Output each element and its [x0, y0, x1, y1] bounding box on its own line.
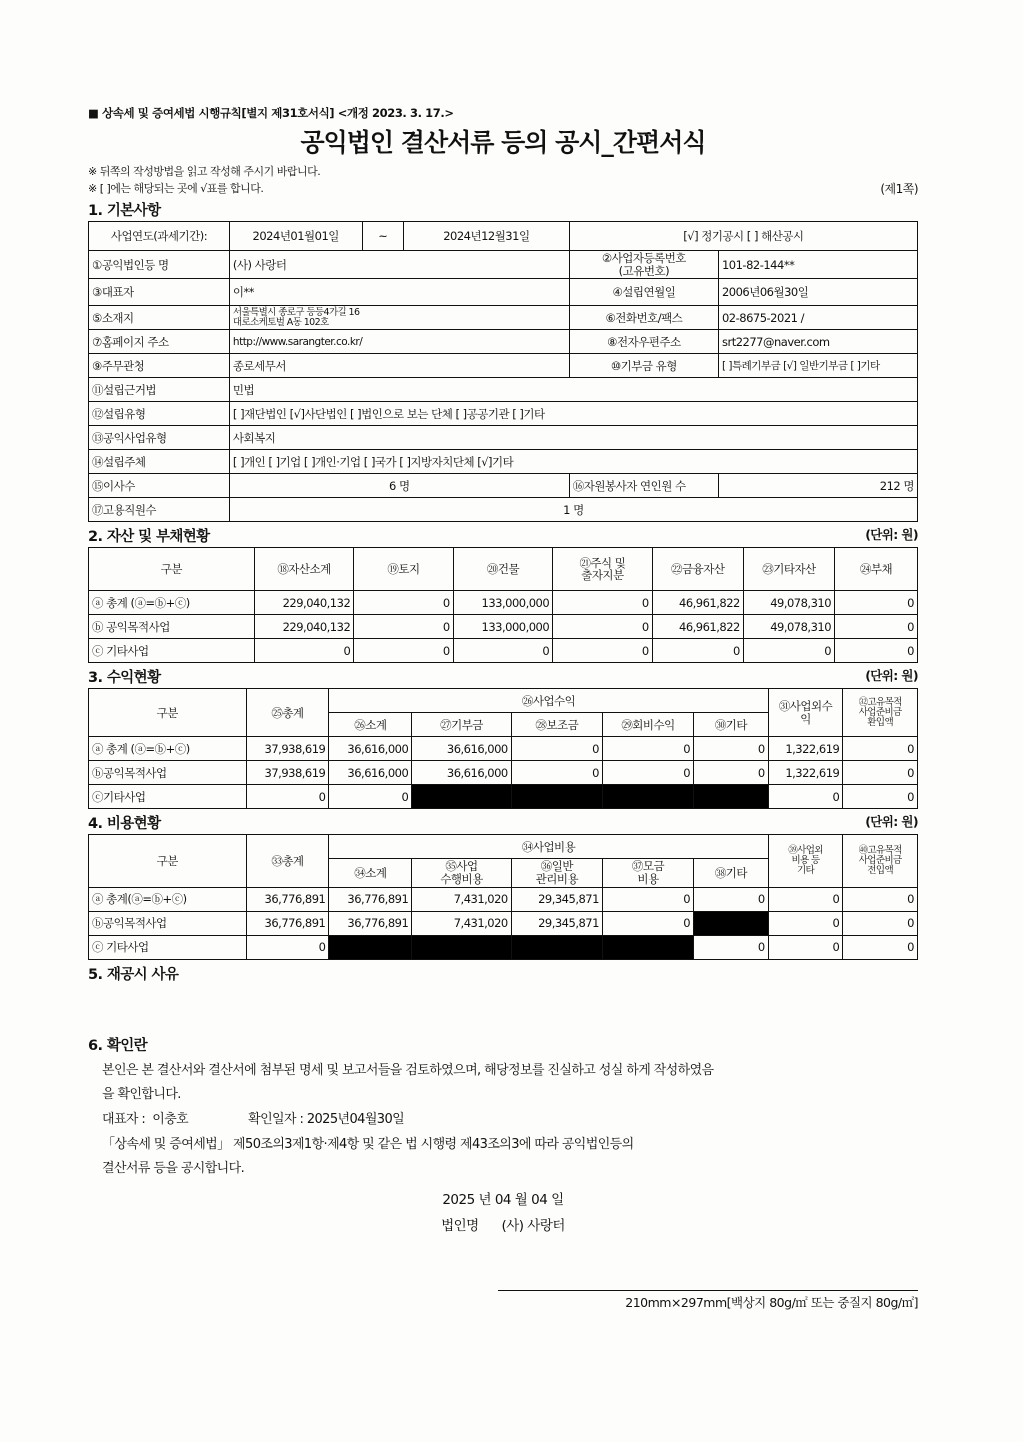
corporation-name: (사) 사랑터: [501, 1217, 565, 1234]
section-1-title: 1. 기본사항: [88, 203, 161, 219]
cell-value: 0: [768, 887, 843, 911]
section-2-title: 2. 자산 및 부채현황: [88, 529, 210, 546]
row-label: ⓐ 총계 (ⓐ=ⓑ+ⓒ): [89, 591, 255, 615]
col-header-5: ㉒금융자산: [652, 548, 743, 591]
cell-value: 0: [246, 935, 329, 959]
fiscal-year-tilde: ~: [362, 222, 403, 251]
confirm-date: 확인일자 : 2025년04월30일: [248, 1111, 405, 1127]
basic-row-15: [89, 474, 918, 498]
table-row: [89, 615, 918, 639]
field-label-4: ④설립연월일: [569, 279, 718, 306]
cell-value: 0: [354, 615, 453, 639]
field-label-2: ②사업자등록번호 (고유번호): [569, 251, 718, 279]
cell-value: 0: [354, 591, 453, 615]
representative-label-value: 대표자 : 이충호: [102, 1111, 189, 1127]
table-row: [89, 887, 918, 911]
field-label-15: ⑮이사수: [89, 474, 230, 498]
section-3-header: [88, 666, 918, 687]
cell-value: 36,776,891: [246, 911, 329, 935]
cell-value: 0: [843, 887, 918, 911]
cell-value: 0: [843, 785, 918, 809]
table-row: [89, 911, 918, 935]
field-label-6: ⑥전화번호/팩스: [569, 306, 718, 330]
section-2-table: [88, 547, 918, 663]
cell-value: 36,616,000: [412, 737, 511, 761]
cell-value: 36,616,000: [329, 737, 412, 761]
row-label: ⓐ 총계(ⓐ=ⓑ+ⓒ): [89, 887, 247, 911]
field-label-3: ③대표자: [89, 279, 230, 306]
section-5-blank-area: [88, 985, 918, 1031]
cell-value: 0: [843, 935, 918, 959]
cell-value: 0: [843, 737, 918, 761]
section-4-unit: (단위: 원): [865, 814, 918, 830]
field-label-11: ⑪설립근거법: [89, 378, 230, 402]
cell-value: 0: [602, 737, 693, 761]
cell-value: 36,776,891: [329, 887, 412, 911]
col-header-6: ㉚기타: [694, 713, 769, 737]
section-4-table: [88, 834, 918, 959]
col-header-4: ㉘보조금: [511, 713, 602, 737]
cell-redacted: [602, 935, 693, 959]
table-row: [89, 785, 918, 809]
cell-value: 1,322,619: [768, 737, 843, 761]
cell-value: 46,961,822: [652, 591, 743, 615]
field-label-13: ⑬공익사업유형: [89, 426, 230, 450]
col-header-1: ㉝총계: [246, 835, 329, 887]
col-header-7: ㊴사업외 비용 등 기타: [768, 835, 843, 887]
field-label-9: ⑨주무관청: [89, 354, 230, 378]
row-label: ⓒ 기타사업: [89, 639, 255, 663]
section-4-header: [88, 812, 918, 833]
field-value-1: (사) 사랑터: [229, 251, 569, 279]
fiscal-year-start: 2024년01월01일: [229, 222, 362, 251]
cell-redacted: [412, 935, 511, 959]
cell-value: 29,345,871: [511, 911, 602, 935]
field-label-8: ⑧전자우편주소: [569, 330, 718, 354]
basic-row-12: [89, 402, 918, 426]
cell-value: 0: [602, 761, 693, 785]
cell-value: 0: [835, 615, 918, 639]
cell-value: 229,040,132: [254, 591, 353, 615]
col-header-2: ⑲토지: [354, 548, 453, 591]
row-label: ⓑ공익목적사업: [89, 761, 247, 785]
row-label: ⓑ 공익목적사업: [89, 615, 255, 639]
cell-redacted: [694, 785, 769, 809]
field-label-10: ⑩기부금 유형: [569, 354, 718, 378]
col-header-6: ㊳기타: [694, 859, 769, 887]
law-reference-line-1: 「상속세 및 증여세법」 제50조의3제1항·제4항 및 같은 법 시행령 제43조의3에 따라 공익법인등의: [102, 1136, 634, 1152]
basic-row-14: [89, 450, 918, 474]
cell-value: 0: [694, 761, 769, 785]
col-header-3: ㉗기부금: [412, 713, 511, 737]
col-header-1: ㉕총계: [246, 689, 329, 737]
cell-value: 49,078,310: [743, 615, 834, 639]
cell-value: 29,345,871: [511, 887, 602, 911]
col-header-5: ㊲모금 비용: [602, 859, 693, 887]
cell-value: 0: [694, 887, 769, 911]
basic-row-4: [89, 330, 918, 354]
final-date: 2025 년 04 월 04 일: [442, 1192, 564, 1208]
field-value-3: 이**: [229, 279, 569, 306]
cell-value: 0: [453, 639, 552, 663]
field-value-9: 종로세무서: [229, 354, 569, 378]
cell-value: 0: [694, 935, 769, 959]
cell-value: 0: [602, 887, 693, 911]
section-2-header-row: [89, 548, 918, 591]
disclosure-type: [√] 정기공시 [ ] 해산공시: [569, 222, 917, 251]
law-reference-line-2: 결산서류 등을 공시합니다.: [102, 1161, 245, 1177]
cell-value: 0: [511, 761, 602, 785]
cell-value: 0: [246, 785, 329, 809]
field-label-1: ①공익법인등 명: [89, 251, 230, 279]
cell-redacted: [511, 785, 602, 809]
rule-reference: ■ 상속세 및 증여세법 시행규칙[별지 제31호서식] <개정 2023. 3. 17.>: [88, 106, 454, 120]
row-label: ⓐ 총계 (ⓐ=ⓑ+ⓒ): [89, 737, 247, 761]
cell-value: 133,000,000: [453, 615, 552, 639]
col-header-0: 구분: [89, 689, 247, 737]
cell-value: 37,938,619: [246, 737, 329, 761]
section-3-title: 3. 수익현황: [88, 670, 161, 687]
paper-spec-footer: 210mm×297mm[백상지 80g/㎡ 또는 중질지 80g/㎡]: [498, 1290, 918, 1311]
table-row: [89, 935, 918, 959]
cell-value: 0: [843, 911, 918, 935]
cell-value: 1,322,619: [768, 761, 843, 785]
cell-redacted: [412, 785, 511, 809]
field-value-13: 사회복지: [229, 426, 917, 450]
col-header-0: 구분: [89, 548, 255, 591]
cell-value: 0: [835, 591, 918, 615]
field-label-7: ⑦홈페이지 주소: [89, 330, 230, 354]
basic-row-5: [89, 354, 918, 378]
fiscal-year-label: 사업연도(과세기간):: [89, 222, 230, 251]
col-header-2: ㉖소계: [329, 713, 412, 737]
basic-row-11: [89, 378, 918, 402]
table-row: [89, 639, 918, 663]
cell-redacted: [329, 935, 412, 959]
section-1-table: [88, 221, 918, 522]
cell-value: 0: [254, 639, 353, 663]
section-4-group-row: [89, 835, 918, 859]
cell-redacted: [602, 785, 693, 809]
field-value-10: [ ]특례기부금 [√] 일반기부금 [ ]기타: [718, 354, 917, 378]
note-instruction-2: [88, 180, 918, 196]
col-header-7: ㉔부채: [835, 548, 918, 591]
signature-row: [88, 1108, 918, 1133]
col-header-8: ㊵고유목적 사업준비금 전입액: [843, 835, 918, 887]
basic-row-13: [89, 426, 918, 450]
field-value-12: [ ]재단법인 [√]사단법인 [ ]법인으로 보는 단체 [ ]공공기관 [ ]기타: [229, 402, 917, 426]
col-header-7: ㉛사업외수 익: [768, 689, 843, 737]
cell-value: 36,776,891: [246, 887, 329, 911]
table-row: [89, 737, 918, 761]
section-3-table: [88, 688, 918, 809]
cell-value: 0: [843, 761, 918, 785]
cell-value: 0: [553, 615, 652, 639]
confirmation-block: [88, 1059, 918, 1240]
field-value-8: srt2277@naver.com: [718, 330, 917, 354]
cell-value: 7,431,020: [412, 911, 511, 935]
cell-value: 0: [743, 639, 834, 663]
note-2-text: ※ [ ]에는 해당되는 곳에 √표를 합니다.: [88, 182, 264, 195]
cell-value: 0: [354, 639, 453, 663]
col-header-3: ⑳건물: [453, 548, 552, 591]
col-header-6: ㉓기타자산: [743, 548, 834, 591]
col-header-0: 구분: [89, 835, 247, 887]
row-label: ⓒ 기타사업: [89, 935, 247, 959]
cell-value: 0: [652, 639, 743, 663]
basic-row-1: [89, 251, 918, 279]
cell-value: 0: [768, 935, 843, 959]
field-value-14: [ ]개인 [ ]기업 [ ]개인·기업 [ ]국가 [ ]지방자치단체 [√]기타: [229, 450, 917, 474]
note-instruction-1: ※ 뒤쪽의 작성방법을 읽고 작성해 주시기 바랍니다.: [88, 165, 321, 178]
field-value-4: 2006년06월30일: [718, 279, 917, 306]
form-title: 공익법인 결산서류 등의 공시_간편서식: [300, 128, 706, 157]
form-sheet: [88, 105, 918, 1310]
field-label-14: ⑭설립주체: [89, 450, 230, 474]
corporation-line: [88, 1214, 918, 1240]
cell-value: 0: [835, 639, 918, 663]
col-group-business-income: ㉖사업수익: [329, 689, 768, 713]
col-header-3: ㉟사업 수행비용: [412, 859, 511, 887]
col-header-4: ㊱일반 관리비용: [511, 859, 602, 887]
basic-row-3: [89, 306, 918, 330]
row-label: ⓑ공익목적사업: [89, 911, 247, 935]
fiscal-year-end: 2024년12월31일: [403, 222, 569, 251]
cell-value: 0: [694, 737, 769, 761]
section-2-header: [88, 525, 918, 546]
field-label-12: ⑫설립유형: [89, 402, 230, 426]
basic-row-2: [89, 279, 918, 306]
page-number: (제1쪽): [880, 182, 918, 196]
table-row: [89, 591, 918, 615]
field-label-5: ⑤소재지: [89, 306, 230, 330]
col-header-5: ㉙회비수익: [602, 713, 693, 737]
cell-value: 49,078,310: [743, 591, 834, 615]
cell-value: 133,000,000: [453, 591, 552, 615]
row-label: ⓒ기타사업: [89, 785, 247, 809]
field-value-17: 1 명: [229, 498, 917, 522]
section-5-title: 5. 재공시 사유: [88, 966, 179, 983]
cell-redacted: [694, 911, 769, 935]
cell-value: 7,431,020: [412, 887, 511, 911]
field-value-6: 02-8675-2021 /: [718, 306, 917, 330]
cell-value: 0: [553, 591, 652, 615]
table-row: [89, 761, 918, 785]
section-3-group-row: [89, 689, 918, 713]
cell-value: 0: [602, 911, 693, 935]
field-value-7: http://www.sarangter.co.kr/: [229, 330, 569, 354]
cell-value: 0: [768, 785, 843, 809]
col-header-8: ㉜고유목적 사업준비금 환입액: [843, 689, 918, 737]
col-header-4: ㉑주식 및 출자지분: [553, 548, 652, 591]
section-2-unit: (단위: 원): [865, 527, 918, 543]
field-label-17: ⑰고용직원수: [89, 498, 230, 522]
cell-value: 0: [329, 785, 412, 809]
representative-name: 이충호: [152, 1111, 189, 1127]
confirm-statement-line-2: 을 확인합니다.: [102, 1087, 181, 1103]
col-header-1: ⑱자산소계: [254, 548, 353, 591]
section-4-title: 4. 비용현황: [88, 816, 161, 833]
cell-value: 37,938,619: [246, 761, 329, 785]
field-value-2: 101-82-144**: [718, 251, 917, 279]
basic-row-17: [89, 498, 918, 522]
fiscal-year-row: [89, 222, 918, 251]
field-value-15: 6 명: [229, 474, 569, 498]
corporation-label: 법인명: [441, 1217, 479, 1234]
col-group-business-expense: ㉞사업비용: [329, 835, 768, 859]
section-3-unit: (단위: 원): [865, 668, 918, 684]
section-6-title: 6. 확인란: [88, 1037, 148, 1054]
col-header-2: ㉞소계: [329, 859, 412, 887]
cell-redacted: [511, 935, 602, 959]
cell-value: 36,616,000: [412, 761, 511, 785]
cell-value: 0: [553, 639, 652, 663]
cell-value: 46,961,822: [652, 615, 743, 639]
cell-value: 0: [511, 737, 602, 761]
cell-value: 229,040,132: [254, 615, 353, 639]
cell-value: 36,776,891: [329, 911, 412, 935]
confirm-statement-line-1: 본인은 본 결산서와 결산서에 첨부된 명세 및 보고서들을 검토하였으며, 해당정보를 진실하고 성실 하게 작성하였음: [102, 1062, 714, 1078]
cell-value: 36,616,000: [329, 761, 412, 785]
field-value-5: 서울특별시 종로구 등등4가길 16 대로소케토벌 A동 102호: [229, 306, 569, 330]
cell-value: 0: [768, 911, 843, 935]
field-value-11: 민법: [229, 378, 917, 402]
field-label-16: ⑯자원봉사자 연인원 수: [569, 474, 718, 498]
field-value-16: 212 명: [718, 474, 917, 498]
